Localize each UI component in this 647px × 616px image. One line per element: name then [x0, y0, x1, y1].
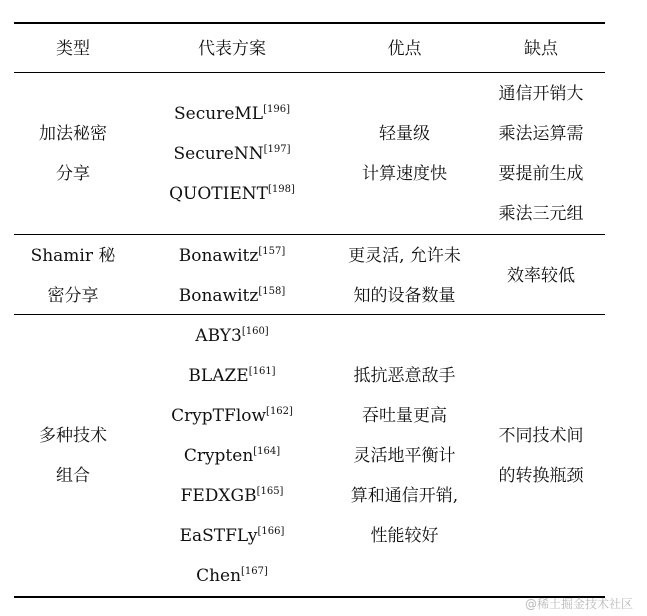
pros-line: 计算速度快 [362, 164, 447, 184]
row1-schemes [132, 94, 332, 214]
scheme-ref: [167] [241, 566, 268, 577]
pros-line: 灵活地平衡计 [353, 446, 456, 466]
row2-schemes [132, 236, 332, 316]
row3-cons [477, 416, 605, 496]
scheme-item [132, 134, 332, 174]
row1-cons [477, 74, 605, 234]
row1-pros [332, 114, 477, 194]
scheme-name: FEDXGB [180, 486, 257, 506]
row-rule-1 [14, 234, 605, 235]
top-rule [14, 22, 605, 24]
pros-line: 轻量级 [379, 124, 430, 144]
scheme-item [132, 436, 332, 476]
scheme-ref: [160] [241, 326, 269, 337]
scheme-item [132, 316, 332, 356]
row3-schemes [132, 316, 332, 596]
cons-line: 要提前生成 [498, 164, 584, 184]
scheme-ref: [197] [263, 144, 291, 155]
cons-line: 乘法三元组 [498, 204, 584, 224]
row3-type [14, 416, 132, 496]
row2-cons [477, 256, 605, 296]
pros-line: 算和通信开销, [350, 486, 459, 506]
row1-type [14, 114, 132, 194]
header-rule [14, 72, 605, 73]
cons-line: 效率较低 [507, 266, 575, 286]
scheme-ref: [164] [253, 446, 281, 457]
scheme-item [132, 174, 332, 214]
scheme-name: Bonawitz [178, 246, 259, 266]
header-schemes: 代表方案 [198, 39, 266, 59]
scheme-name: SecureNN [173, 144, 264, 164]
row2-type-line: 密分享 [47, 286, 99, 306]
row3-pros [332, 356, 477, 556]
cons-line: 通信开销大 [498, 84, 584, 104]
row3-type-line: 组合 [56, 466, 90, 486]
scheme-ref: [158] [258, 286, 286, 297]
scheme-item [132, 356, 332, 396]
watermark: @稀土掘金技术社区 [524, 597, 633, 611]
scheme-ref: [198] [268, 184, 295, 195]
bottom-rule [14, 596, 605, 598]
scheme-ref: [196] [263, 104, 290, 115]
cons-line: 的转换瓶颈 [498, 466, 584, 486]
scheme-name: EaSTFLy [179, 526, 258, 546]
row2-type [14, 236, 132, 316]
scheme-item [132, 396, 332, 436]
scheme-item [132, 94, 332, 134]
row1-type-line: 加法秘密 [39, 124, 107, 144]
pros-line: 吞吐量更高 [362, 406, 447, 426]
scheme-item [132, 516, 332, 556]
header-type: 类型 [56, 39, 90, 59]
row1-type-line: 分享 [56, 164, 90, 184]
scheme-ref: [162] [266, 406, 293, 417]
scheme-name: Crypten [183, 446, 254, 466]
scheme-item [132, 476, 332, 516]
scheme-name: SecureML [174, 104, 264, 124]
row2-type-line: Shamir 秘 [30, 246, 116, 266]
scheme-name: CrypTFlow [171, 406, 267, 426]
pros-line: 更灵活, 允许未 [348, 246, 461, 266]
scheme-name: QUOTIENT [169, 184, 268, 204]
pros-line: 知的设备数量 [353, 286, 456, 306]
header-pros: 优点 [387, 39, 422, 59]
scheme-ref: [157] [258, 246, 286, 257]
row2-pros [332, 236, 477, 316]
pros-line: 性能较好 [370, 526, 439, 546]
cons-line: 乘法运算需 [498, 124, 584, 144]
scheme-ref: [165] [256, 486, 284, 497]
scheme-name: Bonawitz [178, 286, 259, 306]
scheme-item [132, 276, 332, 316]
scheme-item [132, 556, 332, 596]
cons-line: 不同技术间 [498, 426, 584, 446]
scheme-name: Chen [196, 566, 242, 586]
header-cons: 缺点 [524, 39, 558, 59]
pros-line: 抵抗恶意敌手 [353, 366, 456, 386]
scheme-name: ABY3 [195, 326, 242, 346]
scheme-ref: [161] [248, 366, 276, 377]
scheme-item [132, 236, 332, 276]
scheme-ref: [166] [257, 526, 285, 537]
scheme-name: BLAZE [188, 366, 249, 386]
row3-type-line: 多种技术 [39, 426, 107, 446]
